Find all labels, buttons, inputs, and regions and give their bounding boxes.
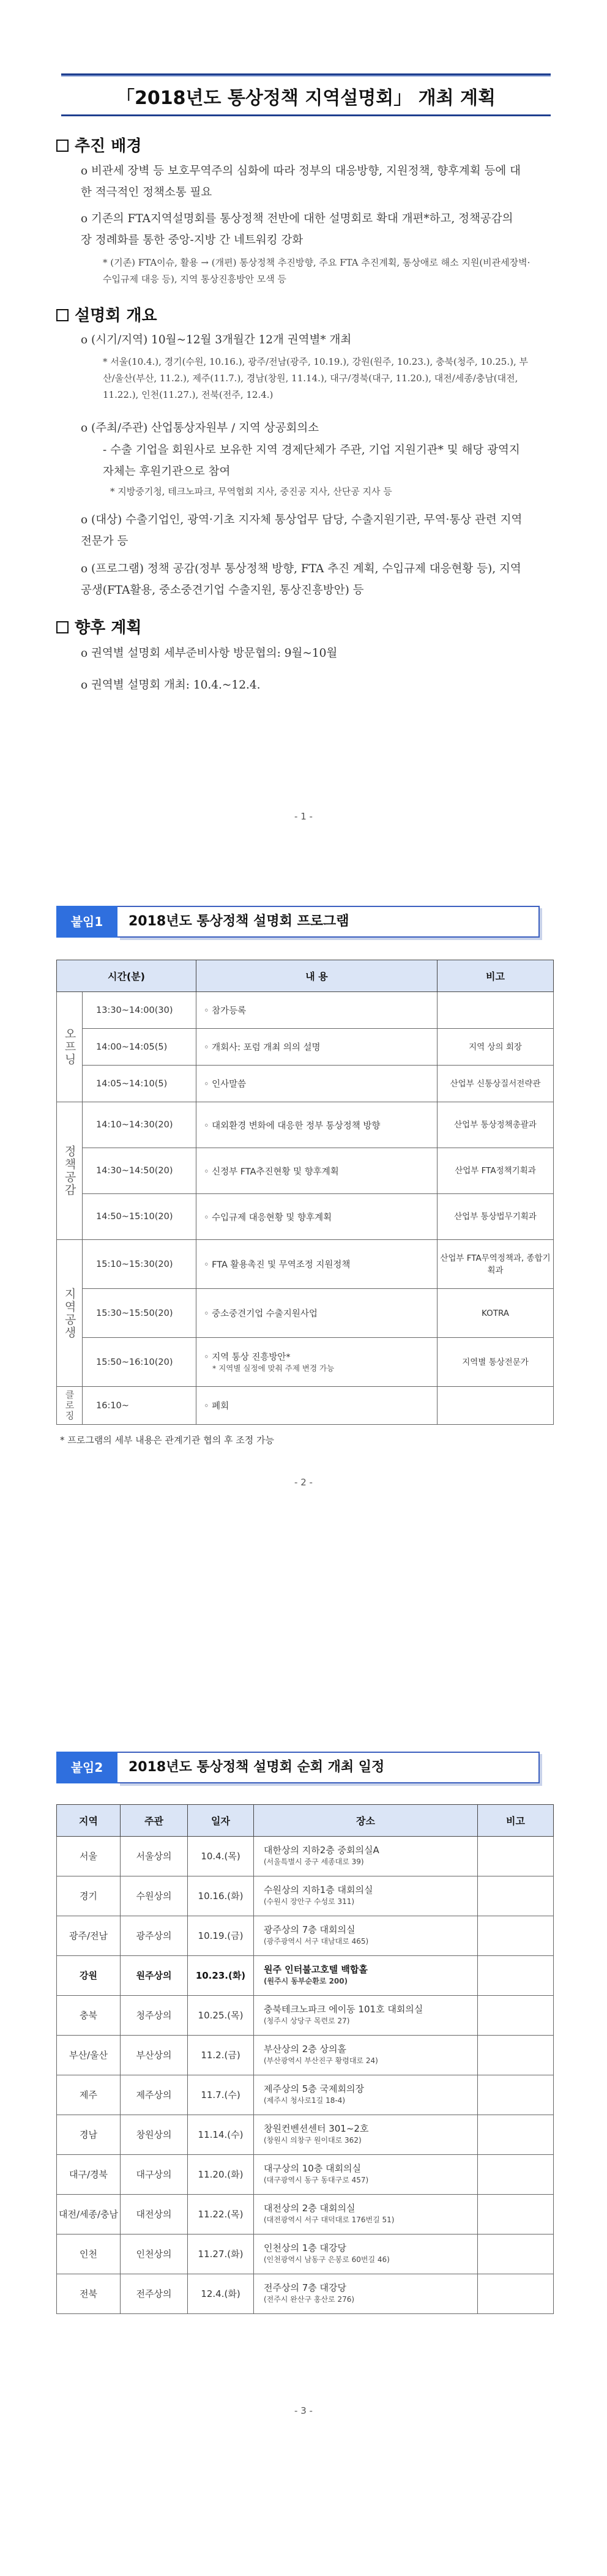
page-number: - 3 - (294, 2405, 313, 2416)
plan-item-2: o 권역별 설명회 개최: 10.4.~12.4. (81, 679, 261, 692)
row-region: 경남 (57, 2115, 121, 2155)
row-time: 14:30~14:50(20) (83, 1148, 196, 1194)
row-host: 전주상의 (121, 2274, 188, 2314)
row-note (438, 1387, 554, 1425)
row-date: 10.25.(목) (188, 1996, 254, 2036)
row-date: 12.4.(화) (188, 2274, 254, 2314)
plan-item-1: o 권역별 설명회 세부준비사항 방문협의: 9월~10월 (81, 647, 338, 660)
header-venue: 장소 (254, 1805, 478, 1837)
venue-address: (서울특별시 중구 세종대로 39) (264, 1857, 364, 1866)
row-host: 창원상의 (121, 2115, 188, 2155)
page-2 (0, 863, 607, 1708)
section-heading-plan: 향후 계획 (56, 615, 142, 638)
row-date: 10.4.(목) (188, 1837, 254, 1876)
schedule-table (56, 1804, 554, 2314)
row-note (478, 2234, 554, 2274)
page-number: - 1 - (294, 811, 313, 822)
background-item-2: o 기존의 FTA지역설명회를 통상정책 전반에 대한 설명회로 확대 개편*하고, 정책공감의 장 정례화를 통한 중앙-지방 간 네트워킹 강화 (81, 212, 513, 247)
background-note: * (기존) FTA이슈, 활용 → (개편) 통상정책 추진방향, 주요 FTA 추진계획, 통상애로 해소 지원(비관세장벽·수입규제 대응 등), 지역 통상진흥방안 모색 등 (103, 257, 531, 285)
table-row (57, 1102, 554, 1148)
table-row (57, 2036, 554, 2075)
venue-name: 대한상의 지하2층 중회의실A (264, 1845, 379, 1856)
row-date: 10.23.(화) (188, 1956, 254, 1996)
venue-address: (대전광역시 서구 대덕대로 176번길 51) (264, 2216, 395, 2224)
row-content: ◦ 개회사: 포럼 개최 의의 설명 (196, 1029, 438, 1066)
row-note (478, 1956, 554, 1996)
table-row (57, 1194, 554, 1240)
page-3 (0, 1708, 607, 2576)
group-policy: 정책공감 (57, 1102, 83, 1240)
venue-name: 충북테크노파크 에이동 101호 대회의실 (264, 2004, 423, 2015)
row-note: 산업부 통상정책총괄과 (438, 1102, 554, 1148)
row-region: 대구/경북 (57, 2155, 121, 2195)
table-row (57, 1916, 554, 1956)
row-time: 16:10~ (83, 1387, 196, 1425)
overview-schedule: o (시기/지역) 10월~12월 3개월간 12개 권역별* 개최 (81, 334, 352, 346)
table-header-row (57, 1805, 554, 1837)
table-row (57, 992, 554, 1029)
group-closing: 클로징 (57, 1387, 83, 1425)
venue-name: 수원상의 지하1층 대회의실 (264, 1884, 373, 1895)
page-number: - 2 - (294, 1477, 313, 1488)
overview-program: o (프로그램) 정책 공감(정부 통상정책 방향, FTA 추진 계획, 수입규제 대응현황 등), 지역 공생(FTA활용, 중소중견기업 수출지원, 통상진흥방안) 등 (81, 562, 521, 597)
row-content-main: ◦ 지역 통상 진흥방안* (204, 1353, 291, 1362)
row-venue (254, 2075, 478, 2115)
row-region: 부산/울산 (57, 2036, 121, 2075)
row-note (478, 2274, 554, 2314)
attachment-tag: 붙임2 (56, 1752, 117, 1783)
header-region: 지역 (57, 1805, 121, 1837)
venue-name: 대구상의 10층 대회의실 (264, 2163, 362, 2174)
row-note (478, 2155, 554, 2195)
overview-organizer-detail: - 수출 기업을 회원사로 보유한 지역 경제단체가 주관, 기업 지원기관* 및 해당 광역지자체는 후원기관으로 참여 (103, 444, 520, 478)
venue-address: (부산광역시 부산진구 황령대로 24) (264, 2056, 378, 2065)
row-note: KOTRA (438, 1289, 554, 1338)
row-note (478, 2036, 554, 2075)
venue-address: (창원시 의창구 원이대로 362) (264, 2136, 362, 2145)
attachment-title: 2018년도 통상정책 설명회 프로그램 (117, 906, 540, 938)
table-row (57, 1956, 554, 1996)
overview-target: o (대상) 수출기업인, 광역·기초 지자체 통상업무 담당, 수출지원기관, 무역·통상 관련 지역 전문가 등 (81, 513, 523, 548)
attachment-header-2 (56, 1752, 552, 1783)
row-note (478, 1996, 554, 2036)
venue-address: (인천광역시 남동구 은봉로 60번길 46) (264, 2255, 390, 2264)
venue-name: 제주상의 5층 국제회의장 (264, 2083, 364, 2094)
row-note (478, 2115, 554, 2155)
row-date: 11.20.(화) (188, 2155, 254, 2195)
venue-name: 인천상의 1층 대강당 (264, 2242, 347, 2253)
table-row (57, 1240, 554, 1289)
row-date: 11.22.(목) (188, 2195, 254, 2234)
venue-name: 전주상의 7층 대강당 (264, 2282, 347, 2293)
row-region: 강원 (57, 1956, 121, 1996)
group-regional: 지역공생 (57, 1240, 83, 1387)
table-header-row (57, 960, 554, 992)
row-host: 인천상의 (121, 2234, 188, 2274)
venue-name: 대전상의 2층 대회의실 (264, 2203, 356, 2214)
row-venue (254, 2155, 478, 2195)
table-row (57, 1029, 554, 1066)
table-row (57, 1148, 554, 1194)
row-venue (254, 1996, 478, 2036)
row-host: 부산상의 (121, 2036, 188, 2075)
venue-address: (수원시 장안구 수성로 311) (264, 1897, 355, 1906)
venue-address: (원주시 동부순환로 200) (264, 1977, 348, 1985)
row-venue (254, 1837, 478, 1876)
page-1 (0, 0, 607, 863)
row-region: 충북 (57, 1996, 121, 2036)
row-content: ◦ 대외환경 변화에 대응한 정부 통상정책 방향 (196, 1102, 438, 1148)
row-host: 수원상의 (121, 1876, 188, 1916)
row-host: 서울상의 (121, 1837, 188, 1876)
row-host: 광주상의 (121, 1916, 188, 1956)
row-date: 11.14.(수) (188, 2115, 254, 2155)
row-note: 지역 상의 회장 (438, 1029, 554, 1066)
group-opening: 오프닝 (57, 992, 83, 1102)
header-time: 시간(분) (57, 960, 196, 992)
venue-address: (청주시 상당구 목련로 27) (264, 2017, 350, 2025)
row-note: 산업부 FTA정책기획과 (438, 1148, 554, 1194)
background-item-1: o 비관세 장벽 등 보호무역주의 심화에 따라 정부의 대응방향, 지원정책, 향후계획 등에 대한 적극적인 정책소통 필요 (81, 165, 521, 199)
row-time: 14:05~14:10(5) (83, 1066, 196, 1102)
table-row (57, 1876, 554, 1916)
row-content (196, 1338, 438, 1387)
section-heading-background: 추진 배경 (56, 133, 142, 156)
table-row (57, 2115, 554, 2155)
row-note: 지역별 통상전문가 (438, 1338, 554, 1387)
table-row (57, 1289, 554, 1338)
row-note (478, 1837, 554, 1876)
attachment-header-1 (56, 906, 552, 938)
venue-address: (대구광역시 동구 동대구로 457) (264, 2176, 369, 2184)
row-venue (254, 2274, 478, 2314)
row-venue (254, 1916, 478, 1956)
row-host: 청주상의 (121, 1996, 188, 2036)
table-row (57, 2234, 554, 2274)
row-venue (254, 2036, 478, 2075)
row-note (478, 1916, 554, 1956)
venue-name: 광주상의 7층 대회의실 (264, 1924, 356, 1935)
row-date: 10.19.(금) (188, 1916, 254, 1956)
row-content: ◦ 수입규제 대응현황 및 향후계획 (196, 1194, 438, 1240)
row-time: 14:50~15:10(20) (83, 1194, 196, 1240)
venue-address: (광주광역시 서구 대남대로 465) (264, 1937, 369, 1946)
row-note: 산업부 통상법무기획과 (438, 1194, 554, 1240)
row-time: 14:10~14:30(20) (83, 1102, 196, 1148)
row-venue (254, 1956, 478, 1996)
overview-organizer: o (주최/주관) 산업통상자원부 / 지역 상공회의소 (81, 422, 319, 435)
program-table (56, 960, 554, 1425)
row-date: 11.7.(수) (188, 2075, 254, 2115)
row-time: 14:00~14:05(5) (83, 1029, 196, 1066)
header-note: 비고 (438, 960, 554, 992)
row-region: 인천 (57, 2234, 121, 2274)
title-rule-bottom (61, 114, 551, 116)
section-heading-overview: 설명회 개요 (56, 303, 157, 326)
row-region: 제주 (57, 2075, 121, 2115)
square-bullet-icon (56, 621, 69, 633)
table-row (57, 2155, 554, 2195)
row-time: 13:30~14:00(30) (83, 992, 196, 1029)
table-row (57, 1996, 554, 2036)
overview-schedule-note: * 서울(10.4.), 경기(수원, 10.16.), 광주/전남(광주, 10.19.), 강원(원주, 10.23.), 충북(청주, 10.25.), 부산/울산(부산, 11.2.), 제주(11.7.), 경남(창원, 11.14.), 대구/경북(대구, 11.20.), 대전/세종/충남(대전, 11.22.), 인천(11.27.), 전북(전주, 12.4.) (103, 356, 528, 400)
venue-name: 부산상의 2층 상의홀 (264, 2044, 347, 2055)
row-content: ◦ 참가등록 (196, 992, 438, 1029)
table-row (57, 1837, 554, 1876)
attachment-title: 2018년도 통상정책 설명회 순회 개최 일정 (117, 1752, 540, 1783)
row-host: 대구상의 (121, 2155, 188, 2195)
row-time: 15:50~16:10(20) (83, 1338, 196, 1387)
header-host: 주관 (121, 1805, 188, 1837)
row-note: 산업부 신통상질서전략관 (438, 1066, 554, 1102)
row-host: 제주상의 (121, 2075, 188, 2115)
venue-address: (전주시 완산구 홍산로 276) (264, 2295, 355, 2304)
row-region: 대전/세종/충남 (57, 2195, 121, 2234)
row-date: 11.27.(화) (188, 2234, 254, 2274)
table-row (57, 2075, 554, 2115)
square-bullet-icon (56, 309, 69, 321)
program-footnote: * 프로그램의 세부 내용은 관계기관 협의 후 조정 가능 (60, 1435, 274, 1446)
row-venue (254, 1876, 478, 1916)
square-bullet-icon (56, 140, 69, 152)
table-row (57, 1387, 554, 1425)
row-content: ◦ 폐회 (196, 1387, 438, 1425)
row-note (478, 1876, 554, 1916)
row-content: ◦ 인사말씀 (196, 1066, 438, 1102)
row-time: 15:10~15:30(20) (83, 1240, 196, 1289)
table-row (57, 1338, 554, 1387)
venue-name: 원주 인터불고호텔 백합홀 (264, 1964, 368, 1975)
row-content: ◦ 신정부 FTA추진현황 및 향후계획 (196, 1148, 438, 1194)
row-host: 대전상의 (121, 2195, 188, 2234)
overview-organizer-note: * 지방중기청, 테크노파크, 무역협회 지사, 중진공 지사, 산단공 지사 등 (110, 486, 392, 497)
row-region: 서울 (57, 1837, 121, 1876)
header-date: 일자 (188, 1805, 254, 1837)
row-note (478, 2195, 554, 2234)
document-title-block (61, 73, 551, 116)
row-region: 경기 (57, 1876, 121, 1916)
row-content-sub: * 지역별 실정에 맞춰 주제 변경 가능 (212, 1364, 335, 1373)
header-content: 내 용 (196, 960, 438, 992)
row-time: 15:30~15:50(20) (83, 1289, 196, 1338)
document-title: 「2018년도 통상정책 지역설명회」 개최 계획 (116, 88, 496, 109)
row-date: 11.2.(금) (188, 2036, 254, 2075)
row-content: ◦ FTA 활용촉진 및 무역조정 지원정책 (196, 1240, 438, 1289)
table-row (57, 2274, 554, 2314)
row-date: 10.16.(화) (188, 1876, 254, 1916)
row-note (478, 2075, 554, 2115)
row-region: 광주/전남 (57, 1916, 121, 1956)
row-host: 원주상의 (121, 1956, 188, 1996)
row-region: 전북 (57, 2274, 121, 2314)
row-venue (254, 2115, 478, 2155)
venue-address: (제주시 청사로1길 18-4) (264, 2096, 346, 2105)
row-venue (254, 2195, 478, 2234)
table-row (57, 1066, 554, 1102)
venue-name: 창원컨벤션센터 301~2호 (264, 2123, 369, 2134)
attachment-tag: 붙임1 (56, 906, 117, 938)
row-venue (254, 2234, 478, 2274)
row-note: 산업부 FTA무역정책과, 종합기획과 (438, 1240, 554, 1289)
row-note (438, 992, 554, 1029)
header-note: 비고 (478, 1805, 554, 1837)
row-content: ◦ 중소중견기업 수출지원사업 (196, 1289, 438, 1338)
table-row (57, 2195, 554, 2234)
